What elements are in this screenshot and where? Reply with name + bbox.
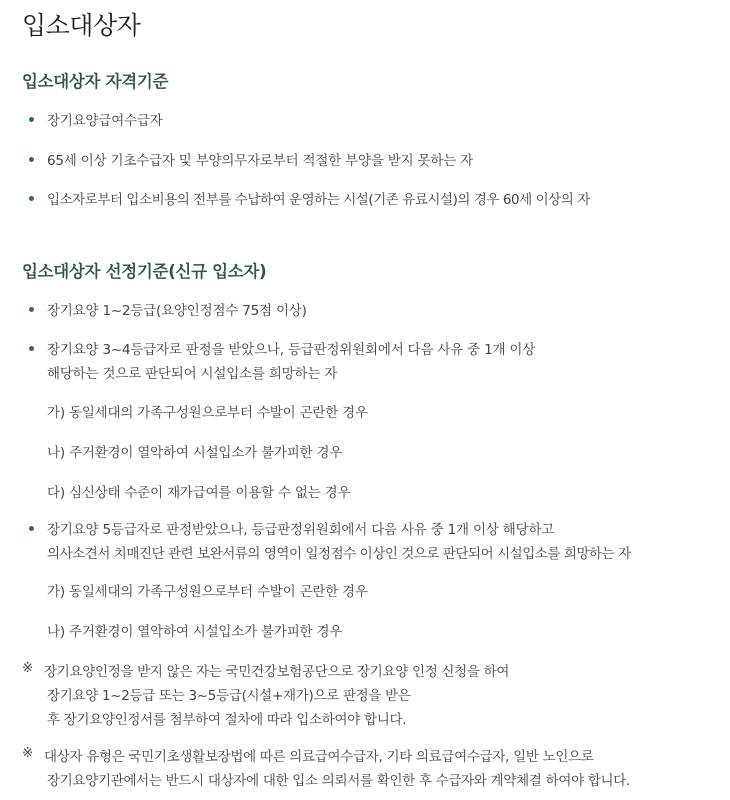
selection-heading: 입소대상자 선정기준(신규 입소자) <box>22 262 267 281</box>
qualification-heading: 입소대상자 자격기준 <box>22 72 169 91</box>
page-title: 입소대상자 <box>22 11 141 40</box>
selection-item-2-line2: 해당하는 것으로 판단되어 시설입소를 희망하는 자 <box>47 366 338 382</box>
bullet-icon <box>29 157 34 162</box>
qualification-item: 65세 이상 기초수급자 및 부양의무자로부터 적절한 부양을 받지 못하는 자 <box>47 153 473 169</box>
selection-item-2-line1: 장기요양 3~4등급자로 판정을 받았으나, 등급판정위원회에서 다음 사유 중 1개 이상 <box>47 342 536 358</box>
note-line: 장기요양기관에서는 반드시 대상자에 대한 입소 의뢰서를 확인한 후 수급자와 계약체결 하여야 합니다. <box>47 773 631 789</box>
bullet-icon <box>29 526 34 531</box>
note-line: 장기요양인정을 받지 않은 자는 국민건강보험공단으로 장기요양 인정 신청을 하여 <box>44 664 510 680</box>
qualification-item: 장기요양급여수급자 <box>47 113 163 129</box>
selection-item-3-line2: 의사소견서 치매진단 관련 보완서류의 영역이 일정점수 이상인 것으로 판단되어 시설입소를 희망하는 자 <box>47 546 631 562</box>
note-line: 장기요양 1~2등급 또는 3~5등급(시설+재가)으로 판정을 받은 <box>47 688 411 704</box>
bullet-icon <box>29 307 34 312</box>
selection-item-2-sub: 가) 동일세대의 가족구성원으로부터 수발이 곤란한 경우 <box>47 405 368 421</box>
note-line: 대상자 유형은 국민기초생활보장법에 따른 의료급여수급자, 기타 의료급여수급자, 일반 노인으로 <box>44 749 594 765</box>
selection-item-3-sub: 나) 주거환경이 열악하여 시설입소가 불가피한 경우 <box>47 624 343 640</box>
selection-item-2-sub: 나) 주거환경이 열악하여 시설입소가 불가피한 경우 <box>47 445 343 461</box>
note-mark: ※ <box>22 745 34 761</box>
selection-item-1: 장기요양 1~2등급(요양인정점수 75점 이상) <box>47 303 307 319</box>
bullet-icon <box>29 117 34 122</box>
qualification-item: 입소자로부터 입소비용의 전부를 수납하여 운영하는 시설(기존 유료시설)의 경우 60세 이상의 자 <box>47 192 590 208</box>
bullet-icon <box>29 346 34 351</box>
selection-item-3-line1: 장기요양 5등급자로 판정받았으나, 등급판정위원회에서 다음 사유 중 1개 이상 해당하고 <box>47 522 555 538</box>
note-mark: ※ <box>22 660 34 676</box>
selection-item-3-sub: 가) 동일세대의 가족구성원으로부터 수발이 곤란한 경우 <box>47 584 368 600</box>
note-line: 후 장기요양인정서를 첨부하여 절차에 따라 입소하여야 합니다. <box>47 712 407 728</box>
selection-item-2-sub: 다) 심신상태 수준이 재가급여를 이용할 수 없는 경우 <box>47 485 351 501</box>
bullet-icon <box>29 196 34 201</box>
